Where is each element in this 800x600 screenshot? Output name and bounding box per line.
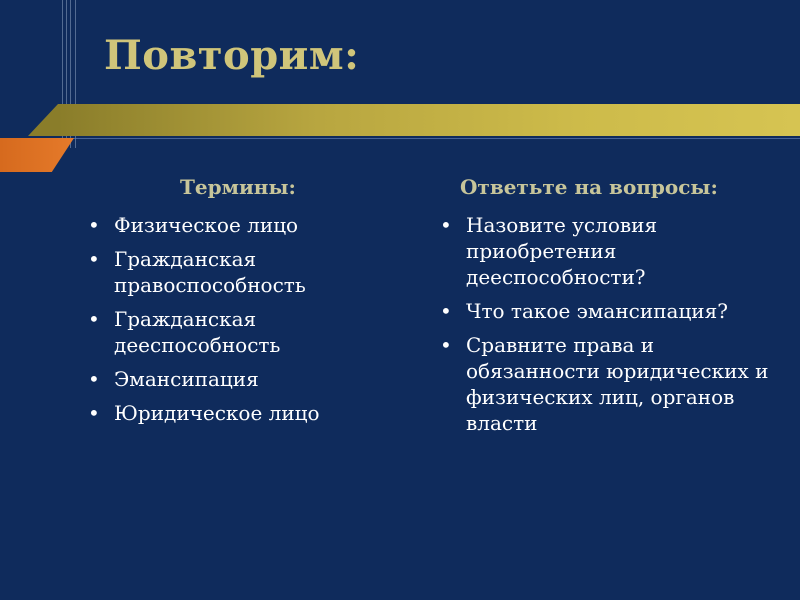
decor-orange-block [0,138,74,172]
list-item: • Сравните права и обязанности юридических и физических лиц, органов власти [440,332,780,436]
questions-list [440,212,780,444]
list-item: • Гражданская дееспособность [88,306,388,358]
decor-gold-band [58,104,800,136]
slide-title: Повторим: [104,32,360,79]
terms-heading: Термины: [180,175,296,199]
list-item: • Юридическое лицо [88,400,388,426]
decor-gold-band-edge [28,104,58,136]
list-item: • Физическое лицо [88,212,388,238]
questions-heading: Ответьте на вопросы: [460,175,718,199]
list-item: • Что такое эмансипация? [440,298,780,324]
terms-list [88,212,388,434]
list-item: • Назовите условия приобретения дееспособности? [440,212,780,290]
decor-horizontal-line [0,138,800,139]
list-item: • Гражданская правоспособность [88,246,388,298]
list-item: • Эмансипация [88,366,388,392]
